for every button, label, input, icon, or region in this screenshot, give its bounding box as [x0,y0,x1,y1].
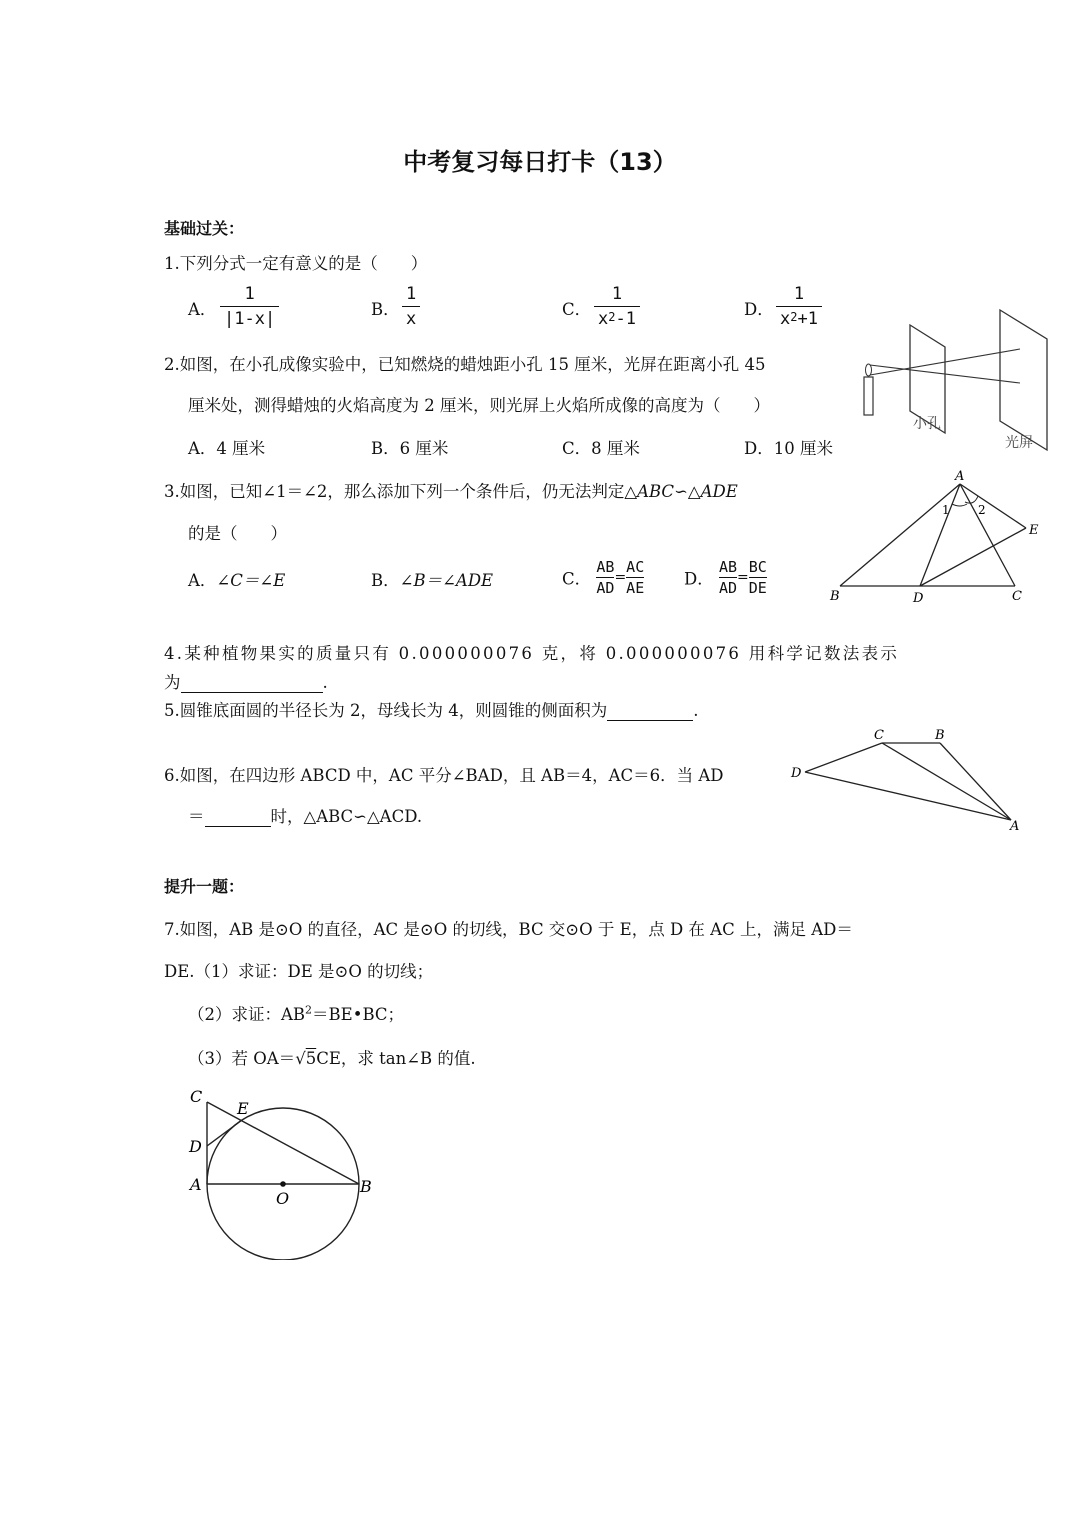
page-title: 中考复习每日打卡（13） [403,148,677,176]
q3-c-fraction-1: $\frac{AB}{AD}$ [596,558,615,597]
q1-option-c-fraction [594,284,640,329]
fraction-numerator: 1 [406,284,417,304]
q3-option-c: C． $\frac{AB}{AD}$ = $\frac{AC}{AE}$ [562,558,645,597]
answer-blank [205,807,271,827]
question-6-line-1: 6.如图，在四边形 ABCD 中，AC 平分∠BAD，且 AB＝4，AC＝6．当 AD [164,766,724,785]
fig-label-angle-1: 1 [942,503,950,517]
fig-label-o: O [276,1189,290,1208]
question-1-stem: 1.下列分式一定有意义的是（ ） [164,254,428,273]
fig-label-b: B [830,589,840,604]
question-4-line-2: 为 . [164,673,328,692]
q1-option-d-fraction [776,284,822,329]
question-7-line-2: DE.（1）求证：DE 是⊙O 的切线； [164,962,434,981]
question-2-line-1: 2.如图，在小孔成像实验中，已知燃烧的蜡烛距小孔 15 厘米，光屏在距离小孔 45 [164,355,766,374]
pinhole-figure [855,305,1055,460]
fig-label-c: C [874,728,884,743]
fig-label-b: B [360,1177,372,1196]
question-3-line-1: 3.如图，已知∠1＝∠2，那么添加下列一个条件后，仍无法判定△ABC∽△ADE [164,482,738,501]
q2-option-b: B．6 厘米 [371,439,449,458]
q3-option-a: A．∠C＝∠E [188,571,286,590]
q3-c-fraction-2: $\frac{AC}{AE}$ [626,558,645,597]
fraction-denominator: |1-x| [224,309,276,329]
question-2-line-2: 厘米处，测得蜡烛的火焰高度为 2 厘米，则光屏上火焰所成像的高度为（ ） [188,396,770,415]
fraction-denominator: $x^2-1$ [598,309,636,329]
question-3-line-2: 的是（ ） [188,524,287,543]
fig-label-d: D [791,766,802,781]
fraction-denominator: $x^2+1$ [780,309,818,329]
fig-label-a: A [955,469,965,484]
q2-option-c: C．8 厘米 [562,439,640,458]
fig-label-c: C [1012,589,1022,604]
fraction-numerator: 1 [793,284,805,304]
section-heading-basic: 基础过关： [164,219,245,238]
question-7-line-1: 7.如图，AB 是⊙O 的直径，AC 是⊙O 的切线，BC 交⊙O 于 E，点 D 在 AC 上，满足 AD＝ [164,920,853,939]
fig-label-c: C [190,1087,203,1106]
q1-option-b-label: B． [371,300,400,319]
fig-label-screen: 光屏 [1005,435,1033,451]
fig-label-a: A [190,1175,202,1194]
circle-figure-q7 [180,1080,385,1260]
fig-label-b: B [935,728,945,743]
fig-label-e: E [1029,523,1039,538]
question-6-line-2: ＝ 时，△ABC∽△ACD. [188,807,423,826]
section-heading-advanced: 提升一题： [164,877,245,896]
q3-option-d: D． $\frac{AB}{AD}$ = $\frac{BC}{DE}$ [684,558,767,597]
fig-label-d: D [189,1137,202,1156]
answer-blank [607,701,693,721]
fraction-numerator: 1 [611,284,623,304]
q1-option-d-label: D． [744,300,774,319]
fig-label-a: A [1010,819,1020,834]
q1-option-a-fraction [220,284,279,329]
q1-option-c-label: C． [562,300,592,319]
question-5: 5.圆锥底面圆的半径长为 2，母线长为 4，则圆锥的侧面积为 . [164,701,699,720]
fig-label-hole: 小孔 [913,416,941,432]
fig-label-e: E [237,1099,249,1118]
triangle-figure-q3 [828,462,1048,607]
answer-blank [181,673,323,693]
fig-label-d: D [913,591,924,606]
q2-option-a: A．4 厘米 [188,439,266,458]
q3-d-fraction-2: $\frac{BC}{DE}$ [748,558,767,597]
question-4-line-1: 4.某种植物果实的质量只有 0.000000076 克，将 0.000000076 用科学记数法表示 [164,644,900,663]
question-7-part-2: （2）求证：$AB^2=BE•BC$； [188,1003,405,1024]
quadrilateral-figure-q6 [786,722,1031,837]
fraction-numerator: 1 [244,284,255,304]
fig-label-angle-2: 2 [978,503,986,517]
question-7-part-3: （3）若 OA＝√5CE，求 tan∠B 的值. [188,1049,476,1068]
q1-option-b-fraction [402,284,420,329]
q1-option-a-label: A． [188,300,217,319]
q2-option-d: D．10 厘米 [744,439,833,458]
q3-option-b: B．∠B＝∠ADE [371,571,494,590]
q3-d-fraction-1: $\frac{AB}{AD}$ [718,558,738,597]
fraction-denominator: x [406,309,417,329]
